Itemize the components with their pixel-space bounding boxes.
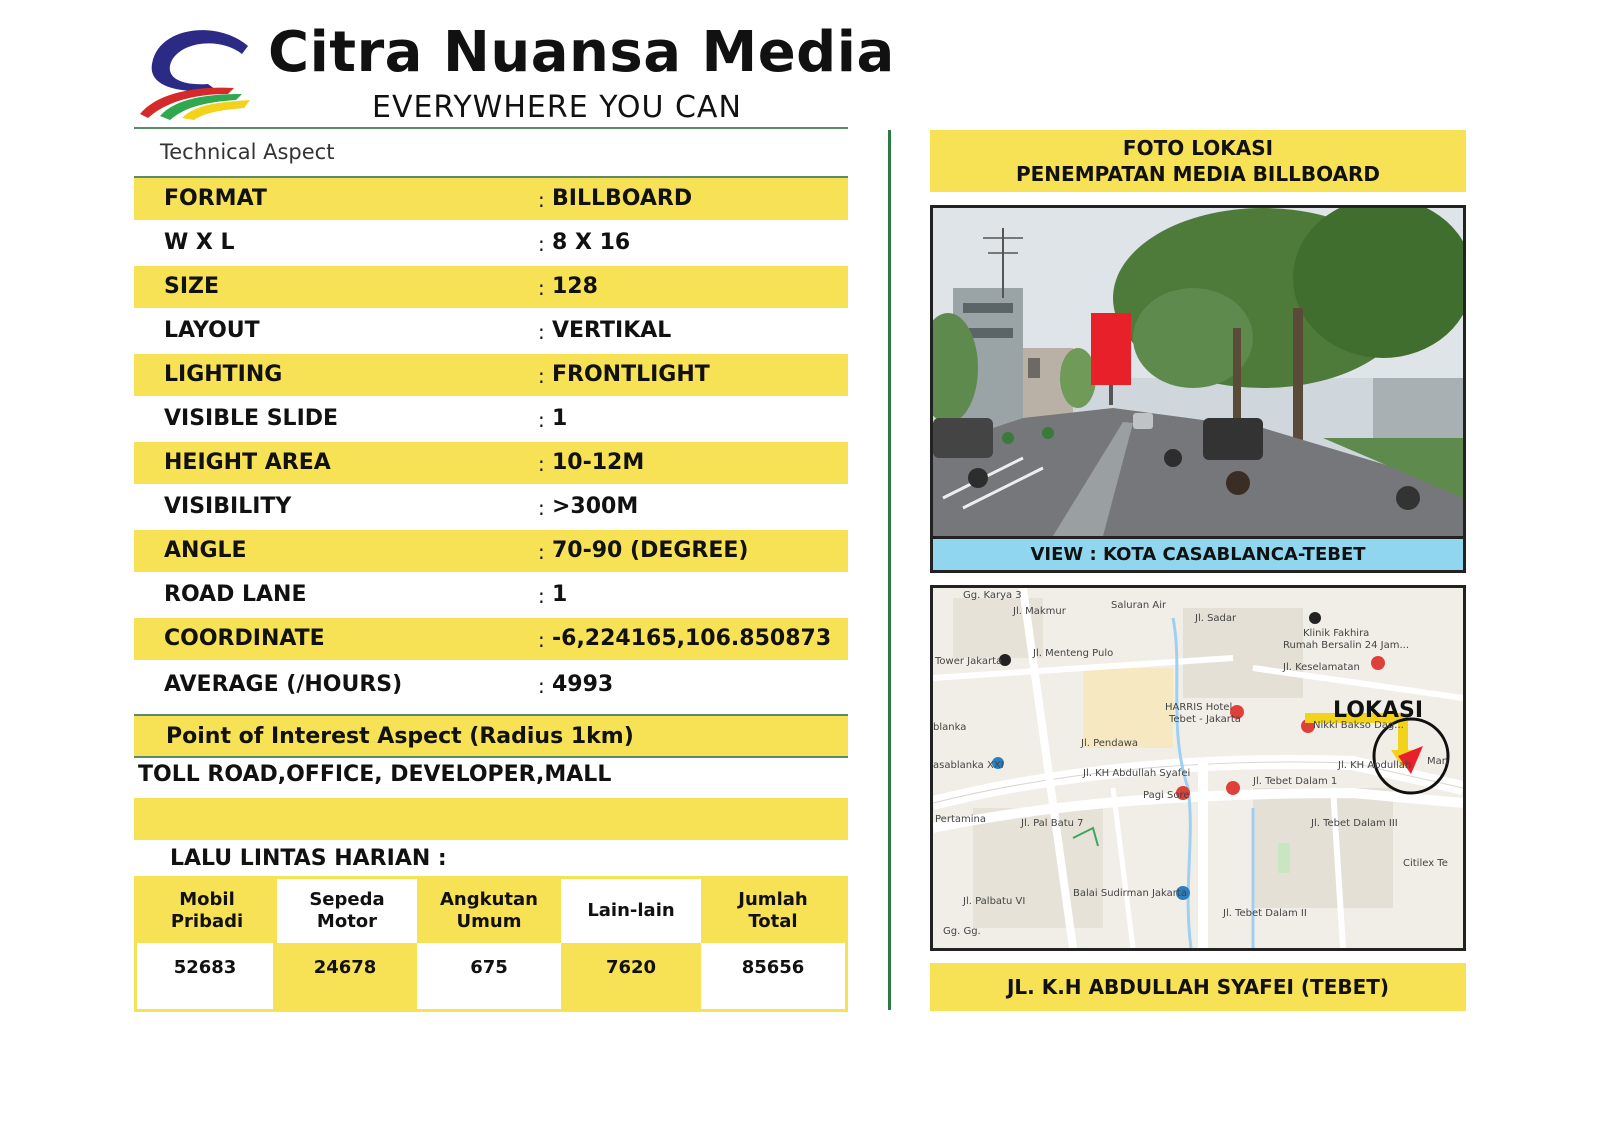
traffic-header-total: [701, 879, 845, 943]
spec-row-height-area: [134, 442, 848, 484]
location-map: [930, 585, 1466, 951]
map-label: Jl. Tebet Dalam III: [1311, 818, 1398, 829]
location-photo: [930, 205, 1466, 539]
poi-header: [134, 714, 848, 758]
spec-value: 8 X 16: [552, 230, 631, 255]
map-label: Tower Jakarta: [935, 656, 1003, 667]
blank-bar: [134, 798, 848, 840]
map-label: Jl. Pal Batu 7: [1021, 818, 1084, 829]
spec-colon: :: [538, 584, 545, 608]
vertical-divider: [888, 130, 891, 1010]
map-label: Gg. Karya 3: [963, 590, 1022, 601]
traffic-header-motor: [277, 879, 417, 943]
spec-value: 128: [552, 274, 598, 299]
street-photo-image: [933, 208, 1463, 536]
spec-row-lighting: [134, 354, 848, 396]
photo-title-box: [930, 130, 1466, 192]
spec-value: VERTIKAL: [552, 318, 672, 343]
spec-row-road-lane: [134, 574, 848, 616]
traffic-value-mobil: 52683: [137, 943, 273, 1009]
map-label: Gg. Gg.: [943, 926, 981, 937]
brand-name: Citra Nuansa Media: [268, 20, 895, 85]
spec-colon: :: [538, 188, 545, 212]
header-line: Mobil: [179, 889, 235, 910]
map-label: Rumah Bersalin 24 Jam...: [1283, 640, 1410, 651]
spec-label: FORMAT: [164, 186, 267, 211]
spec-label: SIZE: [164, 274, 220, 299]
header-line: Total: [748, 911, 798, 932]
spec-value: >300M: [552, 494, 639, 519]
spec-value: 1: [552, 582, 568, 607]
map-label: Jl. KH Abdullah: [1338, 760, 1412, 771]
map-label: Jl. Menteng Pulo: [1033, 648, 1114, 659]
address-box: [930, 963, 1466, 1011]
spec-row-coordinate: [134, 618, 848, 660]
map-label: Pagi Sore: [1143, 790, 1190, 801]
brand-tagline: EVERYWHERE YOU CAN: [372, 90, 742, 125]
spec-value: 4993: [552, 672, 614, 697]
header-line: Pribadi: [170, 911, 244, 932]
map-label: Jl. Pendawa: [1081, 738, 1139, 749]
spec-colon: :: [538, 674, 545, 698]
spec-label: LIGHTING: [164, 362, 283, 387]
map-label: Man: [1427, 756, 1449, 767]
spec-label: AVERAGE (/HOURS): [164, 672, 403, 697]
traffic-table: [134, 876, 848, 1012]
spec-row-format: [134, 178, 848, 220]
map-label: Jl. Sadar: [1195, 613, 1237, 624]
map-label: blanka: [933, 722, 967, 733]
address-text: JL. K.H ABDULLAH SYAFEI (TEBET): [1006, 975, 1390, 999]
traffic-header-mobil: [137, 879, 277, 943]
spec-colon: :: [538, 408, 545, 432]
spec-row-angle: [134, 530, 848, 572]
header-line: Jumlah: [738, 889, 808, 910]
section-title: Technical Aspect: [160, 140, 335, 164]
map-label: Nikki Bakso Dag...: [1313, 720, 1404, 731]
header-line: Sepeda: [309, 889, 385, 910]
spec-value: FRONTLIGHT: [552, 362, 710, 387]
spec-label: HEIGHT AREA: [164, 450, 331, 475]
view-caption: VIEW : KOTA CASABLANCA-TEBET: [930, 539, 1466, 573]
map-label: Saluran Air: [1111, 600, 1167, 611]
spec-colon: :: [538, 276, 545, 300]
spec-label: ROAD LANE: [164, 582, 307, 607]
spec-value: 70-90 (DEGREE): [552, 538, 749, 563]
spec-value: BILLBOARD: [552, 186, 693, 211]
spec-colon: :: [538, 364, 545, 388]
map-label: Jl. Makmur: [1013, 606, 1066, 617]
spec-value: 1: [552, 406, 568, 431]
traffic-value-total: 85656: [701, 943, 845, 1009]
map-label: Klinik Fakhira: [1303, 628, 1370, 639]
spec-value: 10-12M: [552, 450, 645, 475]
spec-label: W X L: [164, 230, 235, 255]
header-line: Angkutan: [440, 889, 538, 910]
spec-row-layout: [134, 310, 848, 352]
traffic-value-lain: 7620: [561, 943, 701, 1009]
spec-label: VISIBLE SLIDE: [164, 406, 339, 431]
spec-label: ANGLE: [164, 538, 247, 563]
spec-colon: :: [538, 496, 545, 520]
spec-row-average: [134, 664, 848, 706]
map-label: Jl. Palbatu VI: [963, 896, 1026, 907]
traffic-value-motor: 24678: [273, 943, 417, 1009]
header-line: Motor: [316, 911, 378, 932]
traffic-title: LALU LINTAS HARIAN :: [170, 846, 447, 871]
spec-row-visibility: [134, 486, 848, 528]
spec-colon: :: [538, 452, 545, 476]
spec-colon: :: [538, 232, 545, 256]
spec-value: -6,224165,106.850873: [552, 626, 832, 651]
spec-row-visible-slide: [134, 398, 848, 440]
spec-colon: :: [538, 320, 545, 344]
spec-colon: :: [538, 628, 545, 652]
map-label: Pertamina: [935, 814, 986, 825]
map-marker-label: LOKASI: [1333, 698, 1424, 723]
header-line: Umum: [456, 911, 522, 932]
traffic-header-lain: [561, 879, 701, 943]
citra-logo-icon: [138, 24, 253, 120]
spec-row-wxl: [134, 222, 848, 264]
spec-colon: :: [538, 540, 545, 564]
map-label: HARRIS Hotel: [1165, 702, 1233, 713]
spec-label: VISIBILITY: [164, 494, 292, 519]
map-label: Jl. Tebet Dalam II: [1223, 908, 1307, 919]
map-label: Balai Sudirman Jakarta: [1073, 888, 1187, 899]
spec-label: LAYOUT: [164, 318, 260, 343]
traffic-header-angkutan: [417, 879, 561, 943]
photo-title-line2: PENEMPATAN MEDIA BILLBOARD: [1015, 162, 1381, 186]
map-label: Jl. Keselamatan: [1283, 662, 1360, 673]
map-label: Jl. KH Abdullah Syafei: [1083, 768, 1191, 779]
header-line: Lain-lain: [587, 900, 675, 921]
map-label: Jl. Tebet Dalam 1: [1253, 776, 1338, 787]
header-divider: [134, 127, 848, 129]
spec-label: COORDINATE: [164, 626, 325, 651]
poi-title: Point of Interest Aspect (Radius 1km): [166, 724, 634, 749]
traffic-value-angkutan: 675: [417, 943, 561, 1009]
spec-row-size: [134, 266, 848, 308]
photo-title-line1: FOTO LOKASI: [1122, 136, 1274, 160]
map-label: asablanka XXI: [933, 760, 1004, 771]
map-label: Tebet - Jakarta: [1169, 714, 1241, 725]
map-label: Citilex Te: [1403, 858, 1448, 869]
poi-list: TOLL ROAD,OFFICE, DEVELOPER,MALL: [138, 762, 612, 787]
